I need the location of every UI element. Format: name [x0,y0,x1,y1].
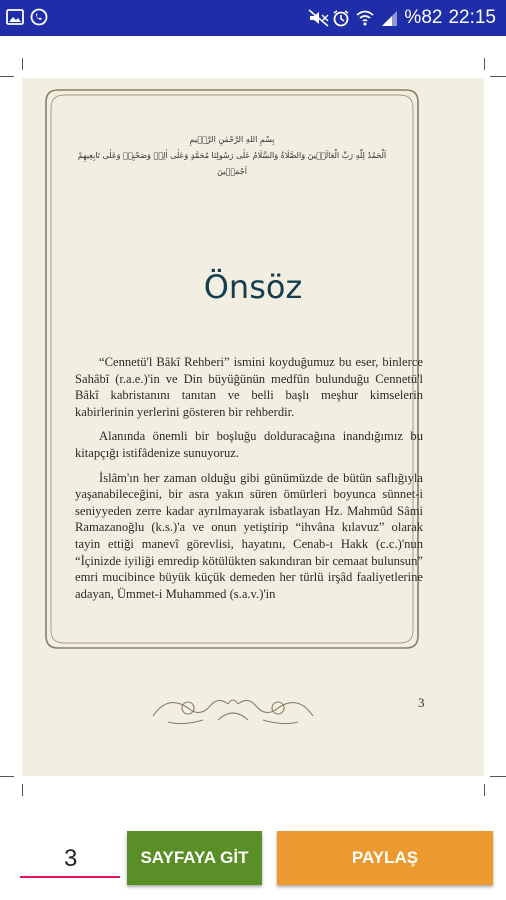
crop-mark [22,784,23,796]
mute-icon [308,9,326,27]
alarm-icon [332,9,350,27]
page-title: Önsöz [203,268,303,306]
paragraph-3: İslâm'ın her zaman olduğu gibi günümüzde de bütün saflığıyla yaşanabileceğini, bir asra yakın süren ömürleri boyunca sünnet-i seniyyeden zerre kadar ayrılmayarak isbatlayan Hz. Mahmûd Sâmi Ramazanoğlu (k.s.)'a ve onun yetiştirip “ihvâna kılavuz” olarak tayin ettiği manevî görevlisi, hayatını, Cenab-ı Hakk (c.c.)'nun “İçinizde iyiliği emredip kötülükten sakındıran bir cemaat bulunsun” emri mucibince büyük küçük demeden her türlü irşâd faaliyetlerine adayan, Ümmet-i Muhammed (s.a.v.)'in [75,470,423,601]
hamd-line: اَلْحَمْدُ لِلّٰهِ رَبِّ الْعَالَم۪ينَ وَالصَّلَاةُ وَالسَّلَامُ عَلٰى رَسُولِنَا مُحَمَّدٍ وَعَلٰى اٰلِه۪ وَصَحْبِه۪ وَعَلٰى تَابِعِيهِمْ اَجْمَع۪ينَ [77,151,387,176]
crop-mark [484,58,485,70]
crop-mark [490,76,506,77]
share-button[interactable]: PAYLAŞ [277,831,493,885]
clock: 22:15 [448,7,496,28]
bottom-toolbar [0,816,506,900]
go-to-page-button[interactable]: SAYFAYA GİT [127,831,262,885]
page-number: 3 [418,695,425,710]
signal-icon [380,9,398,27]
crop-mark [490,776,506,777]
crop-mark [0,776,14,777]
battery-level: %82 [404,7,443,28]
page-number-input[interactable] [20,842,120,878]
paragraph-1: “Cennetü'l Bâkî Rehberi” ismini koyduğumuz bu eser, binlerce Sahâbî (r.a.e.)'in ve Din büyüğünün medfûn bulunduğu Cennetü'l Bâkî kabristanını tanıtan ve belli başlı meşhur kimselerin kabirlerinin yerlerini gösteren bir rehberdir. [75,355,423,419]
document-body [75,354,423,610]
crop-mark [22,58,23,70]
ornament-flourish [148,686,318,733]
wifi-icon [356,9,374,27]
pdf-viewer[interactable] [0,36,506,816]
bismillah-line: بِسْمِ اللهِ الرَّحْمٰنِ الرَّح۪يمِ [189,135,275,144]
bismillah-text [62,132,402,180]
crop-mark [484,784,485,796]
status-bar [0,0,506,36]
whatsapp-icon [30,8,48,26]
paragraph-2: Alanında önemli bir boşluğu dolduracağına inandığımız bu kitapçığı istifâdenize sunuyoruz. [75,429,423,460]
image-icon [6,8,24,26]
crop-mark [0,76,14,77]
